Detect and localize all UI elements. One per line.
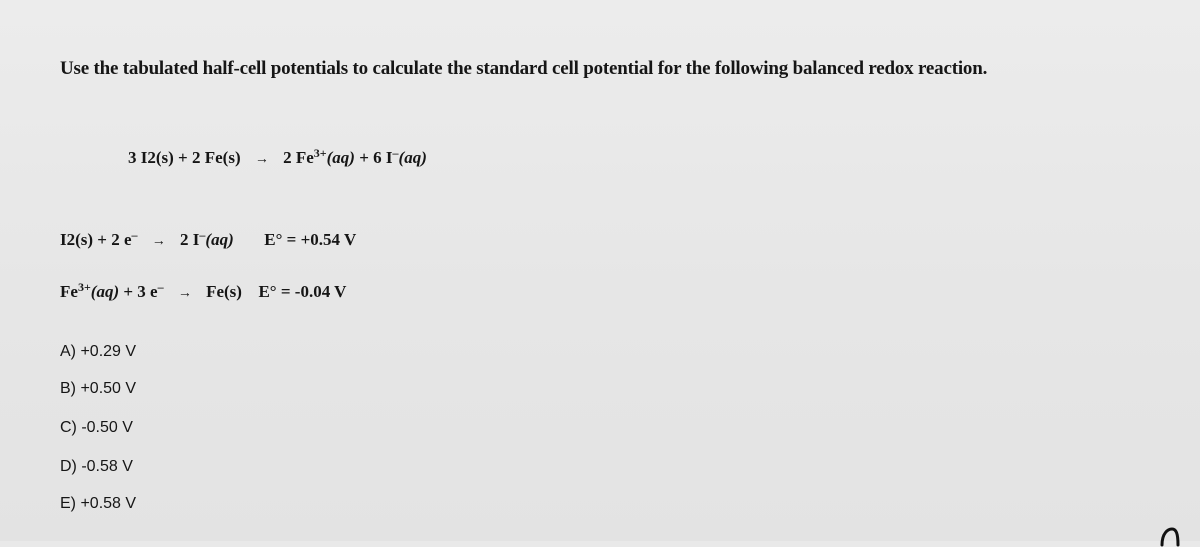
half2-electron-charge: – (157, 280, 164, 294)
product-plus: + (354, 148, 374, 167)
answer-option-c[interactable]: C) -0.50 V (60, 419, 133, 436)
answer-option-e[interactable]: E) +0.58 V (60, 495, 137, 512)
half2-product: Fe(s) (206, 282, 242, 301)
half1-product-state: (aq) (205, 230, 234, 249)
half1-product: 2 I (180, 230, 200, 249)
half1-product-charge: – (199, 228, 206, 242)
half-reaction-iodine (60, 230, 356, 250)
half1-reactant: I2(s) + 2 e (60, 230, 132, 249)
overall-reaction (128, 148, 427, 168)
reaction-arrow: → (177, 286, 192, 301)
product-iron-state: (aq) (326, 148, 355, 167)
half-reaction-iron (60, 282, 346, 302)
half2-potential: E° = -0.04 V (258, 282, 347, 301)
question-prompt: Use the tabulated half-cell potentials to calculate the standard cell potential for the following balanced redox reaction. (60, 58, 988, 79)
half1-electron-charge: – (131, 228, 138, 242)
overall-reactants: 3 I2(s) + 2 Fe(s) (128, 148, 241, 167)
partial-mark-icon (1158, 523, 1182, 547)
product-iodide-charge: – (392, 146, 399, 160)
product-iodide-state: (aq) (398, 148, 427, 167)
half2-reactant-charge: 3+ (77, 280, 91, 294)
answer-option-d[interactable]: D) -0.58 V (60, 458, 133, 475)
answer-option-a[interactable]: A) +0.29 V (60, 343, 137, 360)
reaction-arrow: → (151, 234, 166, 249)
half2-electrons: + 3 e (119, 282, 158, 301)
half2-reactant-state: (aq) (90, 282, 120, 301)
half2-reactant: Fe (60, 282, 78, 301)
product-iron-charge: 3+ (313, 146, 327, 160)
product-iodide: 6 I (373, 148, 393, 167)
answer-option-b[interactable]: B) +0.50 V (60, 380, 137, 397)
product-iron: 2 Fe (283, 148, 314, 167)
reaction-arrow: → (254, 152, 269, 167)
half1-potential: E° = +0.54 V (264, 230, 357, 249)
